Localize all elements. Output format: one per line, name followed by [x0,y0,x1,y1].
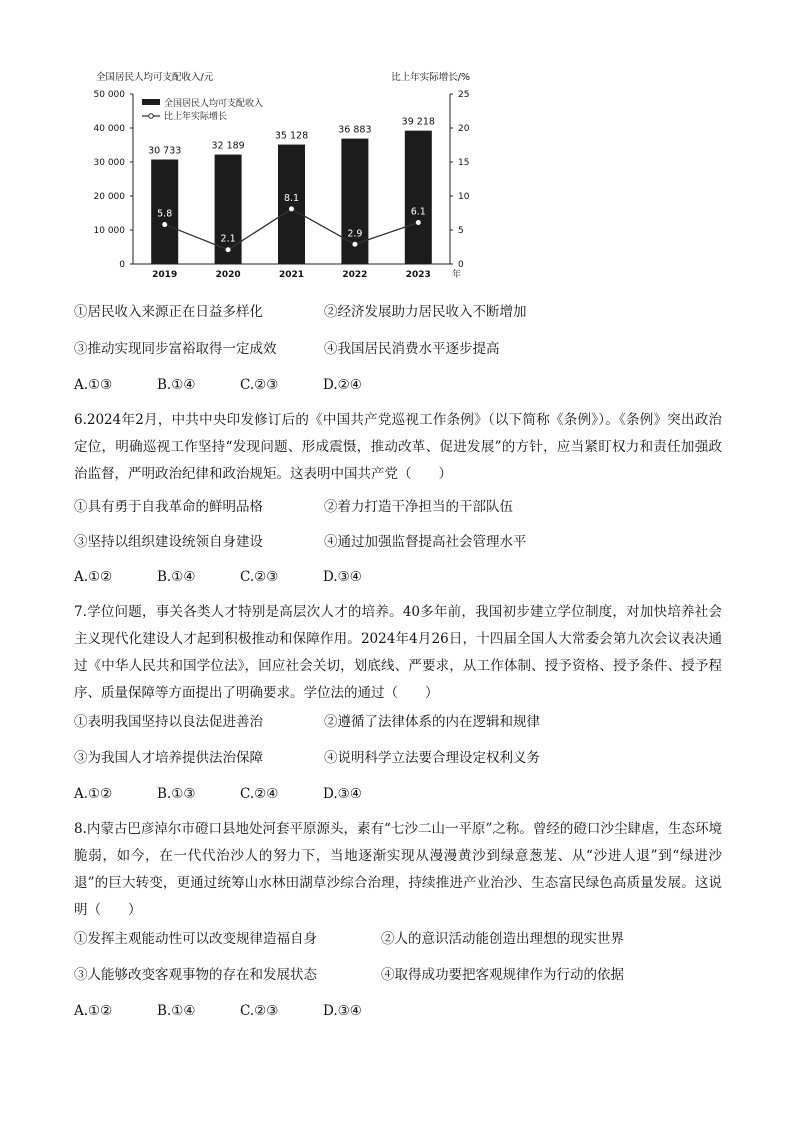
growth-value-label: 8.1 [283,192,300,204]
q5-answer-d: D.②④ [323,377,362,393]
growth-point [226,248,230,252]
q5-option-1: ①居民收入来源正在日益多样化 [74,304,263,320]
left-tick-label: 0 [119,260,125,270]
q5-option-4: ④我国居民消费水平逐步提高 [324,341,500,357]
q8-stem: 8.内蒙古巴彦淖尔市磴口县地处河套平原源头，素有“七沙二山一平原”之称。曾经的磴口沙尘肆虐，生态环境脆弱，如今，在一代代治沙人的努力下，当地逐渐实现从漫漫黄沙到绿意葱茏、从“沙进人退”到“绿进沙退”的巨大转变，更通过统筹山水林田湖草沙综合治理，持续推进产业治沙、生态富民绿色高质量发展。这说明（ ） [74,821,722,918]
left-tick-label: 20 000 [93,192,125,202]
x-axis-unit: 年 [452,270,462,280]
q7-answers [74,781,406,807]
left-tick-label: 10 000 [93,226,125,236]
q7-option-1: ①表明我国坚持以良法促进善治 [74,714,263,730]
legend-line-label: 比上年实际增长 [164,112,228,122]
q7-option-3: ③为我国人才培养提供法治保障 [74,750,263,766]
left-tick-label: 30 000 [93,158,125,168]
q8-option-4: ④取得成功要把客观规律作为行动的依据 [381,967,624,983]
q6-stem: 6.2024年2月，中共中央印发修订后的《中国共产党巡视工作条例》（以下简称《条例》）。《条例》突出政治定位，明确巡视工作坚持“发现问题、形成震慑，推动改革、促进发展”的方针，应当紧盯权力和责任加强政治监督，严明政治纪律和政治规矩。这表明中国共产党（ ） [74,412,722,482]
q8-answer-d: D.③④ [323,1003,362,1019]
q7-stem: 7.学位问题，事关各类人才特别是高层次人才的培养。40多年前，我国初步建立学位制度，对加快培养社会主义现代化建设人才起到积极推动和保障作用。2024年4月26日，十四届全国人大常委会第九次会议表决通过《中华人民共和国学位法》，回应社会关切，划底线、严要求，从工作体制、授予资格、授予条件、授予程序、质量保障等方面提出了明确要求。学位法的通过（ ） [74,604,722,701]
bar-2021 [278,145,305,264]
q5-answer-c: C.②③ [240,377,279,393]
x-tick-label: 2019 [152,270,178,280]
right-tick-label: 20 [458,124,470,134]
right-axis-title: 比上年实际增长/% [391,72,470,83]
q8-answer-a: A.①② [74,1003,113,1019]
right-tick-label: 15 [458,158,470,168]
bar-value-label: 30 733 [148,145,182,157]
q6-option-3: ③坚持以组织建设统领自身建设 [74,534,263,550]
growth-value-label: 2.1 [220,233,236,245]
legend-line-marker [149,114,154,119]
right-tick-label: 5 [458,226,464,236]
q6-option-4: ④通过加强监督提高社会管理水平 [324,534,527,550]
left-tick-label: 40 000 [93,124,125,134]
q5-option-3: ③推动实现同步富裕取得一定成效 [74,341,277,357]
q7-answer-d: D.③④ [323,786,362,802]
growth-point [163,222,167,226]
q6-answers [74,564,406,590]
q8-answer-b: B.①④ [157,1003,196,1019]
x-tick-label: 2023 [405,270,431,280]
growth-value-label: 5.8 [157,208,173,220]
bar-value-label: 32 189 [211,140,245,152]
bar-value-label: 36 883 [338,124,372,136]
growth-point [289,207,293,211]
q7-answer-a: A.①② [74,786,113,802]
left-tick-label: 50 000 [93,90,125,100]
q8-option-3: ③人能够改变客观事物的存在和发展状态 [74,967,317,983]
q8-answers [74,998,406,1024]
bar-value-label: 35 128 [274,130,309,142]
q6-answer-b: B.①④ [157,569,196,585]
q6-answer-c: C.②③ [240,569,279,585]
q5-answers [74,372,406,398]
q6-option-1: ①具有勇于自我革命的鲜明品格 [74,499,263,515]
right-tick-label: 10 [458,192,470,202]
q7-option-2: ②遵循了法律体系的内在逻辑和规律 [324,714,540,730]
legend-bar-label: 全国居民人均可支配收入 [164,99,264,109]
q8-answer-c: C.②③ [240,1003,279,1019]
q7-option-4: ④说明科学立法要合理设定权利义务 [324,750,540,766]
q6-option-2: ②着力打造干净担当的干部队伍 [324,499,513,515]
growth-point [416,220,420,224]
q5-answer-a: A.①③ [74,377,113,393]
x-tick-label: 2022 [342,270,368,280]
q5-answer-b: B.①④ [157,377,196,393]
left-axis-title: 全国居民人均可支配收入/元 [96,72,214,83]
bar-2023 [405,131,432,264]
q6-answer-a: A.①② [74,569,113,585]
growth-point [353,242,357,246]
legend-bar-swatch [142,99,160,105]
income-chart [78,68,478,283]
q8-option-2: ②人的意识活动能创造出理想的现实世界 [381,931,624,947]
legend [142,97,263,122]
right-tick-label: 0 [458,260,464,270]
x-tick-label: 2021 [278,270,305,280]
q6-answer-d: D.③④ [323,569,362,585]
bar-value-label: 39 218 [401,116,435,128]
q5-option-2: ②经济发展助力居民收入不断增加 [324,304,527,320]
growth-value-label: 2.9 [347,228,363,240]
q8-option-1: ①发挥主观能动性可以改变规律造福自身 [74,931,317,947]
q7-answer-b: B.①③ [157,786,196,802]
growth-value-label: 6.1 [410,206,426,218]
x-tick-label: 2020 [215,270,241,280]
right-tick-label: 25 [458,90,470,100]
q7-answer-c: C.②④ [240,786,279,802]
